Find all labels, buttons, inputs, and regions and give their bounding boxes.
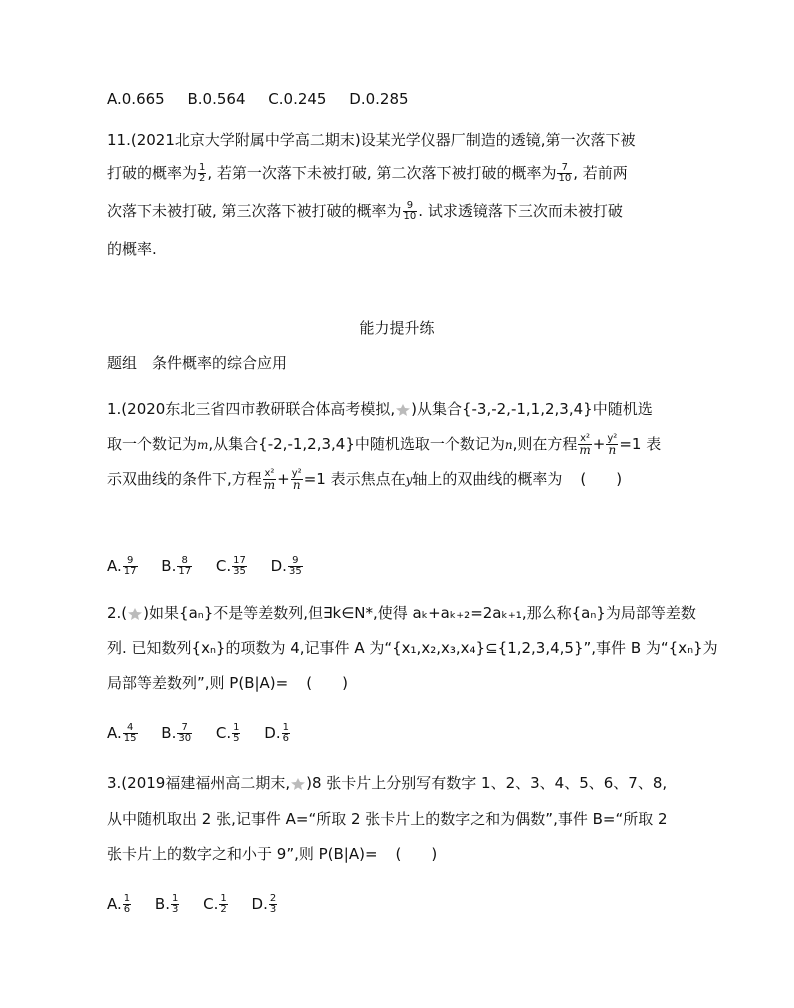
q2-line-2: 列. 已知数列{xₙ}的项数为 4,记事件 A 为“{x₁,x₂,x₃,x₄}⊆{1,2,3,4,5}”,事件 B 为“{xₙ}为: [107, 639, 718, 657]
option-c: C.0.245: [268, 90, 327, 108]
fraction: $\frac{9}{10}$: [403, 200, 417, 222]
q2-options: A. $\frac{4}{15}$ B. $\frac{7}{30}$ C. $\frac{1}{5}$ D. $\frac{1}{6}$: [107, 722, 289, 744]
fraction: $\frac{\text{y²}}{n}$: [291, 468, 302, 492]
fraction: $\frac{1}{2}$: [199, 162, 206, 184]
answer-blank: ( ): [306, 674, 348, 692]
q3-options: A. $\frac{1}{6}$ B. $\frac{1}{3}$ C. $\frac{1}{2}$ D. $\frac{2}{3}$: [107, 893, 277, 915]
q3-line-2: 从中随机取出 2 张,记事件 A=“所取 2 张卡片上的数字之和为偶数”,事件 B=“所取 2: [107, 810, 668, 828]
difficulty-star-icon: [396, 404, 410, 416]
prev-options: [107, 88, 427, 110]
q2-line-3: 局部等差数列”,则 P(B|A)= ( ): [107, 674, 348, 692]
q3-line-3: 张卡片上的数字之和小于 9”,则 P(B|A)= ( ): [107, 845, 438, 863]
difficulty-star-icon: [291, 778, 305, 790]
option-d: D.0.285: [349, 90, 409, 108]
fraction: $\frac{\text{x²}}{m}$: [263, 468, 276, 492]
q3-line-1: 3.(2019福建福州高二期末, )8 张卡片上分别写有数字 1、2、3、4、5、6、7、8,: [107, 774, 668, 792]
topic-heading: 题组 条件概率的综合应用: [107, 354, 288, 372]
option-b: B.0.564: [187, 90, 246, 108]
section-title: 能力提升练: [359, 319, 435, 337]
q1-line-2: 取一个数记为m,从集合{-2,-1,2,3,4}中随机选取一个数记为n,则在方程 $\frac{\text{x²}}{m}$ + $\frac{\text{y²}}{n}$ =1 表: [107, 433, 662, 457]
q11-line-3: 次落下未被打破, 第三次落下被打破的概率为 $\frac{9}{10}$ . 试求透镜落下三次而未被打破: [107, 200, 623, 222]
fraction: $\frac{\text{x²}}{m}$: [579, 433, 591, 457]
answer-blank: ( ): [580, 470, 623, 488]
fraction: $\frac{\text{y²}}{n}$: [607, 433, 618, 457]
q11-line-4: 的概率.: [107, 240, 157, 258]
q1-options: A. $\frac{9}{17}$ B. $\frac{8}{17}$ C. $\frac{17}{35}$ D. $\frac{9}{35}$: [107, 555, 302, 577]
option-a: A.0.665: [107, 90, 165, 108]
fraction: $\frac{7}{10}$: [558, 162, 572, 184]
q2-line-1: 2.( )如果{aₙ}不是等差数列,但∃k∈N*,使得 aₖ+aₖ₊₂=2aₖ₊₁,那么称{aₙ}为局部等差数: [107, 604, 696, 622]
q1-line-3: 示双曲线的条件下,方程 $\frac{\text{x²}}{m}$ + $\frac{\text{y²}}{n}$ =1 表示焦点在y轴上的双曲线的概率为 ( ): [107, 468, 623, 492]
q1-line-1: 1.(2020东北三省四市教研联合体高考模拟, )从集合{-3,-2,-1,1,2,3,4}中随机选: [107, 400, 653, 418]
answer-blank: ( ): [395, 845, 438, 863]
q11-line-2: 打破的概率为 $\frac{1}{2}$ , 若第一次落下未被打破, 第二次落下被打破的概率为 $\frac{7}{10}$ , 若前两: [107, 162, 628, 184]
q11-line-1: 11.(2021北京大学附属中学高二期末)设某光学仪器厂制造的透镜,第一次落下被: [107, 131, 636, 149]
difficulty-star-icon: [128, 608, 142, 620]
